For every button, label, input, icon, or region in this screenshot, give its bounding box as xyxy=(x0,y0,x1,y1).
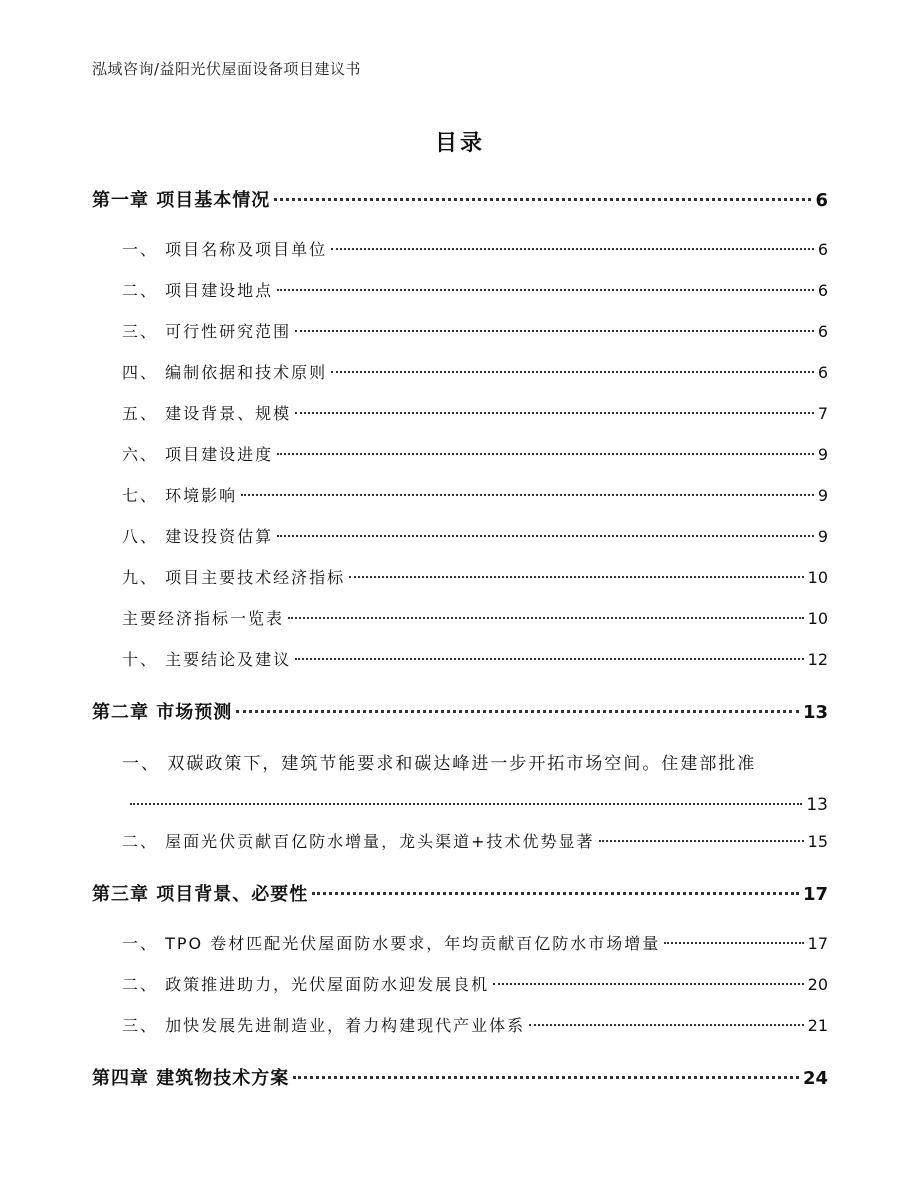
toc-page-number: 12 xyxy=(807,650,828,669)
dot-leader xyxy=(130,803,802,805)
toc-item-dual-carbon-continuation[interactable] xyxy=(122,790,828,820)
toc-label: 一、 双碳政策下，建筑节能要求和碳达峰进一步开拓市场空间。住建部批准 xyxy=(122,754,757,774)
dot-leader xyxy=(295,658,804,660)
toc-label: 九、 项目主要技术经济指标 xyxy=(122,568,346,587)
toc-item-tpo[interactable] xyxy=(122,931,828,954)
dot-leader xyxy=(349,576,804,578)
dot-leader xyxy=(312,892,799,895)
toc-label: 二、 政策推进助力，光伏屋面防水迎发展良机 xyxy=(122,975,490,994)
toc-page-number: 9 xyxy=(817,445,828,464)
toc-label: 三、 加快发展先进制造业，着力构建现代产业体系 xyxy=(122,1016,526,1035)
dot-leader xyxy=(664,942,803,944)
toc-label: 十、 主要结论及建议 xyxy=(122,650,292,669)
toc-page-number: 6 xyxy=(817,322,828,341)
toc-item-background-scale[interactable] xyxy=(122,401,828,424)
toc-page-number: 13 xyxy=(806,795,828,815)
toc-label: 三、 可行性研究范围 xyxy=(122,322,292,341)
toc-item-schedule[interactable] xyxy=(122,442,828,465)
running-header: 泓域咨询/益阳光伏屋面设备项目建议书 xyxy=(92,60,362,78)
dot-leader xyxy=(241,494,814,496)
dot-leader xyxy=(599,840,804,842)
toc-item-location[interactable] xyxy=(122,278,828,301)
toc-page-number: 20 xyxy=(807,975,828,994)
toc-chapter-1[interactable] xyxy=(92,186,828,212)
toc-label: 八、 建设投资估算 xyxy=(122,527,274,546)
toc-label: 二、 屋面光伏贡献百亿防水增量，龙头渠道+技术优势显著 xyxy=(122,832,595,851)
dot-leader xyxy=(295,412,814,414)
toc-label: 主要经济指标一览表 xyxy=(122,609,285,628)
dot-leader xyxy=(274,198,811,201)
toc-item-investment[interactable] xyxy=(122,524,828,547)
dot-leader xyxy=(293,1076,799,1079)
toc-page-number: 15 xyxy=(807,832,828,851)
toc-label: 第三章 项目背景、必要性 xyxy=(92,884,309,905)
toc-page-number: 7 xyxy=(817,404,828,423)
toc-label: 四、 编制依据和技术原则 xyxy=(122,363,328,382)
toc-label: 七、 环境影响 xyxy=(122,486,238,505)
toc-item-indicator-table[interactable] xyxy=(122,606,828,629)
dot-leader xyxy=(493,983,804,985)
toc-label: 第四章 建筑物技术方案 xyxy=(92,1068,290,1089)
toc-label: 第一章 项目基本情况 xyxy=(92,190,271,211)
toc-page-number: 10 xyxy=(807,568,828,587)
toc-chapter-4[interactable] xyxy=(92,1064,828,1090)
toc-page-number: 21 xyxy=(807,1016,828,1035)
toc-page-number: 10 xyxy=(807,609,828,628)
dot-leader xyxy=(236,710,799,713)
toc-label: 六、 项目建设进度 xyxy=(122,445,274,464)
toc-label: 五、 建设背景、规模 xyxy=(122,404,292,423)
toc-item-basis[interactable] xyxy=(122,360,828,383)
toc-page-number: 9 xyxy=(817,486,828,505)
toc-item-rooftop-pv[interactable] xyxy=(122,829,828,852)
toc-label: 第二章 市场预测 xyxy=(92,702,233,723)
toc-page-number: 6 xyxy=(815,190,828,211)
dot-leader xyxy=(529,1024,804,1026)
dot-leader xyxy=(277,453,814,455)
dot-leader xyxy=(331,248,814,250)
toc-item-policy[interactable] xyxy=(122,972,828,995)
toc-label: 一、 项目名称及项目单位 xyxy=(122,240,328,259)
dot-leader xyxy=(277,289,814,291)
toc-page-number: 24 xyxy=(802,1068,828,1089)
dot-leader xyxy=(295,330,814,332)
toc-page-number: 6 xyxy=(817,363,828,382)
toc-item-manufacturing[interactable] xyxy=(122,1013,828,1036)
dot-leader xyxy=(331,371,814,373)
toc-chapter-2[interactable] xyxy=(92,698,828,724)
toc-page-number: 6 xyxy=(817,281,828,300)
toc-page-number: 6 xyxy=(817,240,828,259)
toc-item-environment[interactable] xyxy=(122,483,828,506)
toc-label: 二、 项目建设地点 xyxy=(122,281,274,300)
toc-label: 一、 TPO 卷材匹配光伏屋面防水要求，年均贡献百亿防水市场增量 xyxy=(122,934,661,953)
toc-item-dual-carbon[interactable] xyxy=(122,749,828,779)
toc-item-indicators[interactable] xyxy=(122,565,828,588)
toc-page-number: 17 xyxy=(807,934,828,953)
toc-page-number: 17 xyxy=(802,884,828,905)
toc-chapter-3[interactable] xyxy=(92,880,828,906)
dot-leader xyxy=(277,535,814,537)
toc-item-conclusions[interactable] xyxy=(122,647,828,670)
toc-item-scope[interactable] xyxy=(122,319,828,342)
toc-page-number: 13 xyxy=(802,702,828,723)
page-title: 目录 xyxy=(434,131,485,156)
toc-page-number: 9 xyxy=(817,527,828,546)
dot-leader xyxy=(288,617,804,619)
toc-item-project-name[interactable] xyxy=(122,237,828,260)
